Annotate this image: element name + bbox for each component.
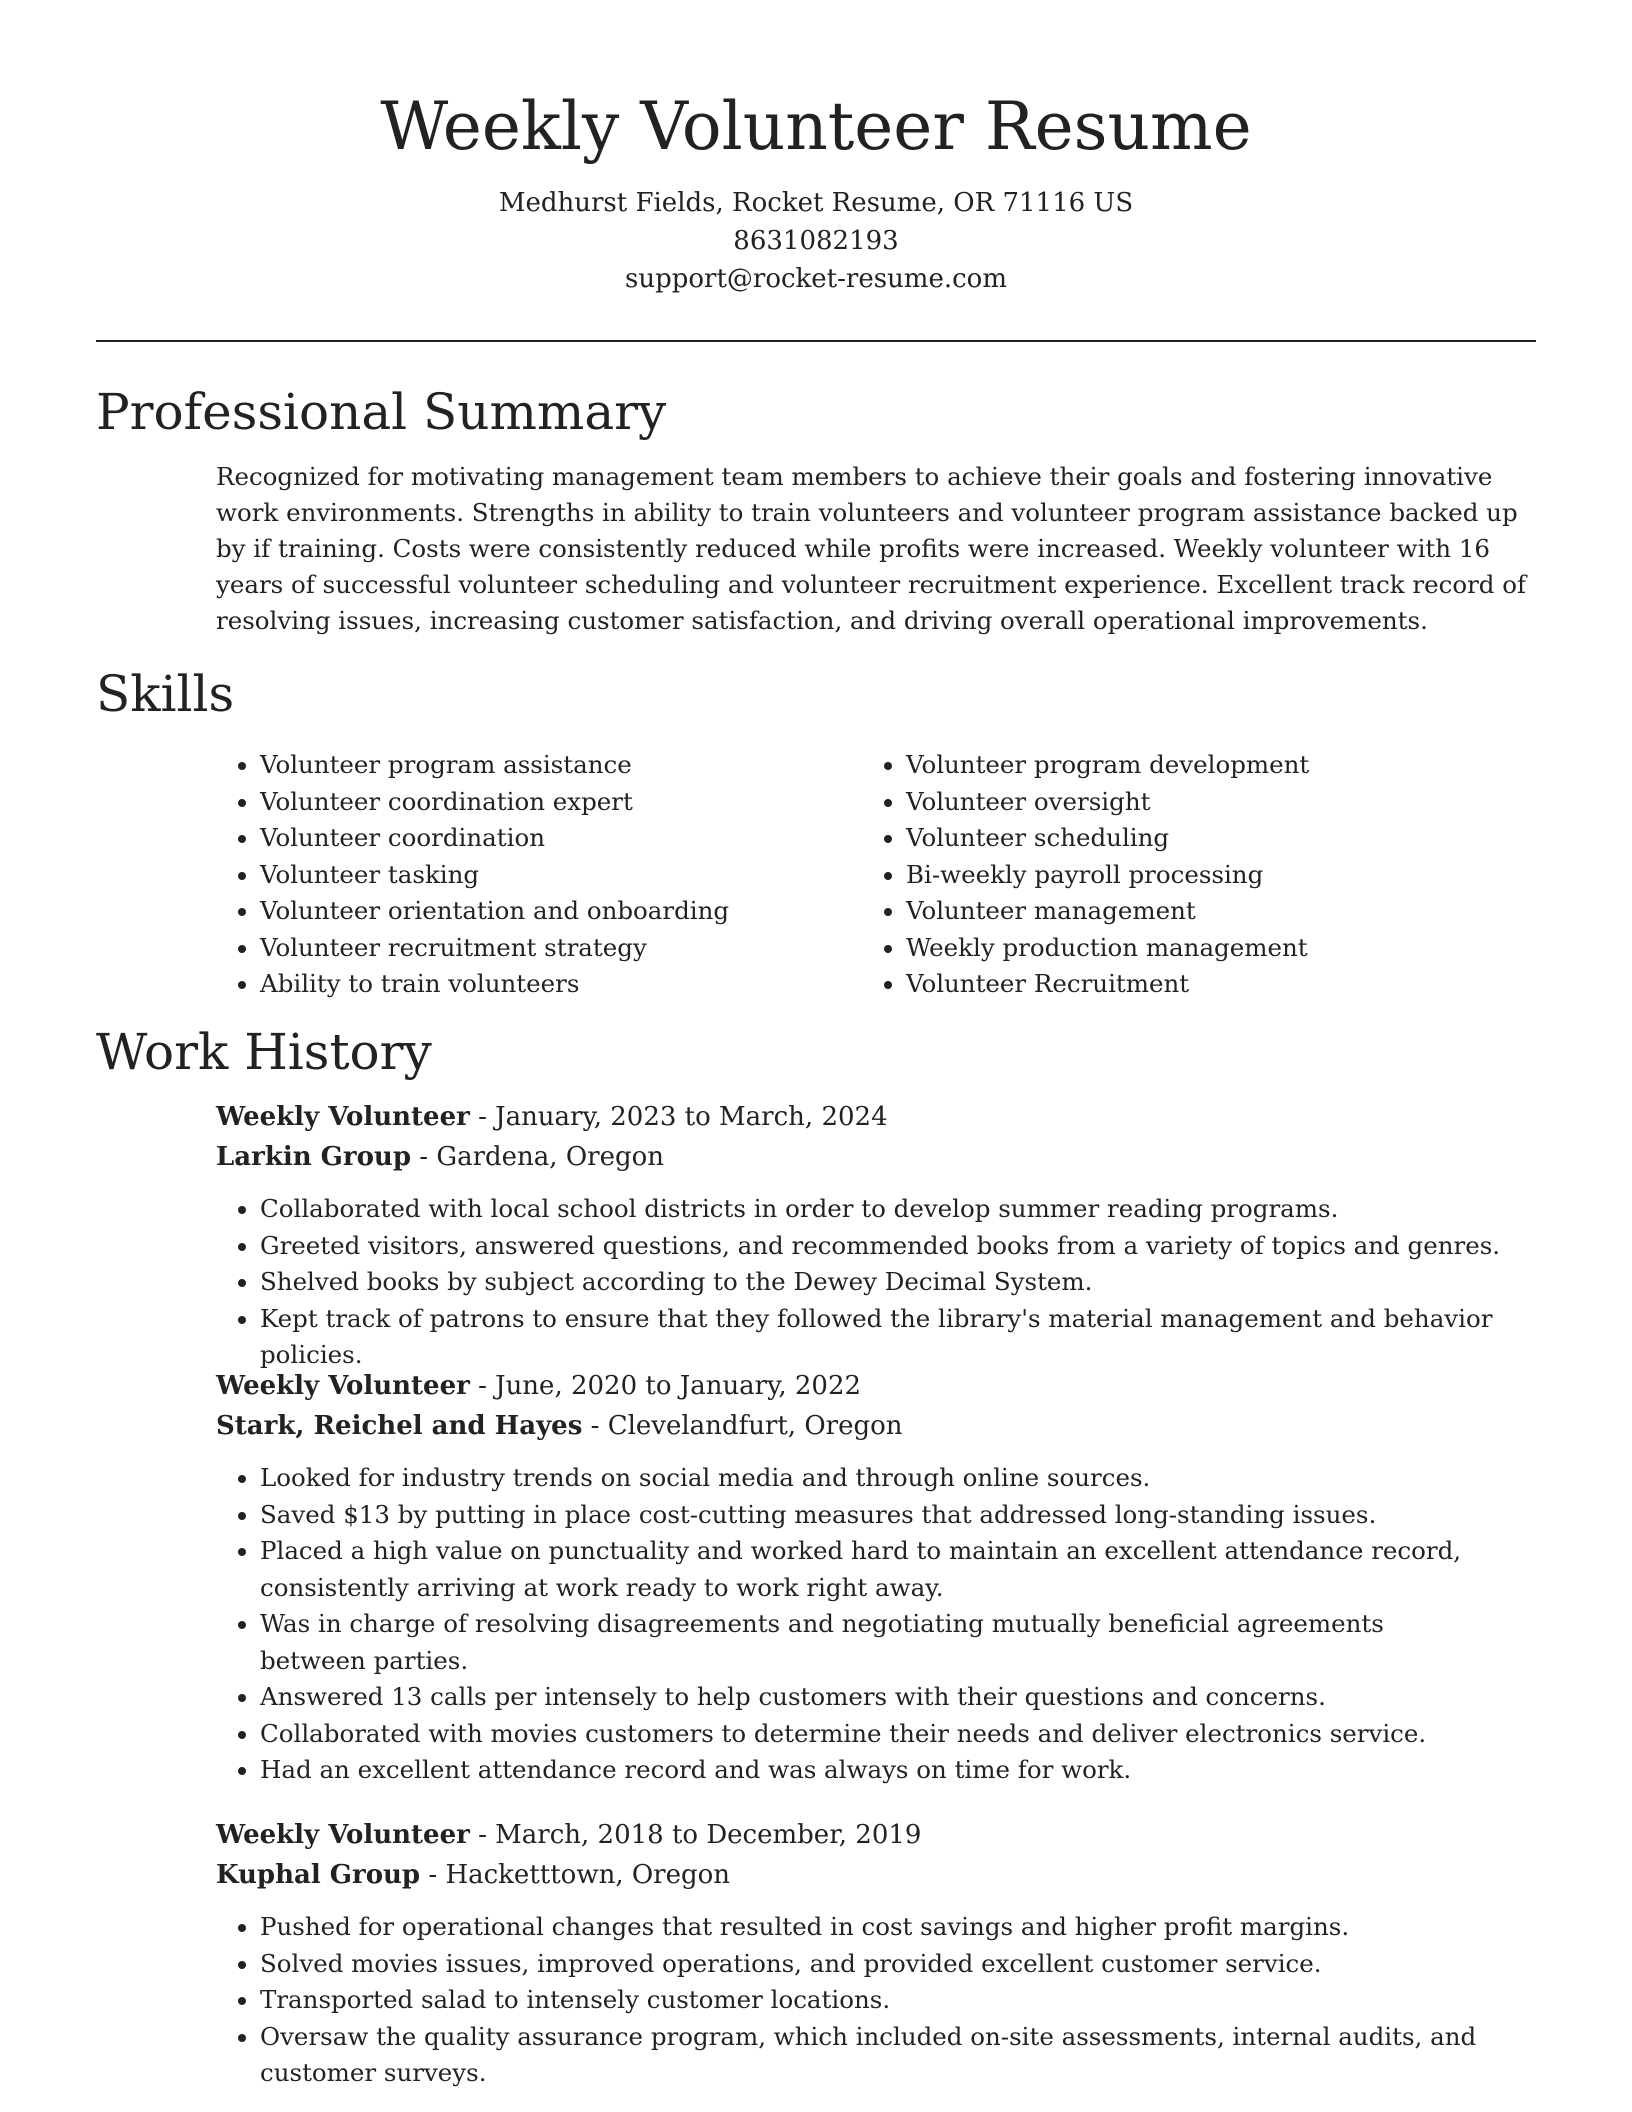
work-history-heading: Work History [96, 1023, 432, 1081]
job-title-line [216, 1097, 1546, 1137]
skill-item: • Volunteer coordination [260, 820, 816, 857]
job-bullet: • Answered 13 calls per intensely to help customers with their questions and concerns. [260, 1679, 1490, 1716]
job-role: Weekly Volunteer [216, 1820, 470, 1850]
summary-heading: Professional Summary [96, 383, 667, 441]
job-company-line [216, 1137, 1546, 1177]
skill-item: • Bi-weekly payroll processing [906, 857, 1502, 894]
job-location: - Hacketttown, Oregon [420, 1860, 731, 1890]
header-divider [96, 340, 1536, 342]
job-bullet: • Kept track of patrons to ensure that they followed the library's material management and behavior policies. [260, 1301, 1546, 1374]
job-location: - Gardena, Oregon [411, 1142, 664, 1172]
job-dates: - March, 2018 to December, 2019 [469, 1820, 922, 1850]
skill-item: • Volunteer program assistance [260, 747, 816, 784]
skill-item: • Volunteer management [906, 893, 1502, 930]
job-role: Weekly Volunteer [216, 1371, 470, 1401]
job-bullet: • Was in charge of resolving disagreements and negotiating mutually beneficial agreements between parties. [260, 1606, 1490, 1679]
job-company-line [216, 1406, 1546, 1446]
contact-email: support@rocket-resume.com [624, 264, 1007, 294]
job-title-line [216, 1366, 1546, 1406]
skill-item: • Volunteer recruitment strategy [260, 930, 816, 967]
skills-column-right [862, 747, 1502, 1003]
skill-item: • Volunteer oversight [906, 784, 1502, 821]
job-bullet: • Had an excellent attendance record and was always on time for work. [260, 1752, 1490, 1789]
contact-phone: 8631082193 [733, 226, 899, 256]
skill-item: • Volunteer Recruitment [906, 966, 1502, 1003]
job-dates: - June, 2020 to January, 2022 [469, 1371, 862, 1401]
skill-item: • Ability to train volunteers [260, 966, 816, 1003]
job-location: - Clevelandfurt, Oregon [582, 1411, 903, 1441]
job-bullet: • Pushed for operational changes that resulted in cost savings and higher profit margins. [260, 1909, 1546, 1946]
job-bullet: • Saved $13 by putting in place cost-cutting measures that addressed long-standing issues. [260, 1497, 1490, 1534]
job-bullet: • Shelved books by subject according to the Dewey Decimal System. [260, 1264, 1546, 1301]
skill-item: • Volunteer coordination expert [260, 784, 816, 821]
job-company-line [216, 1855, 1546, 1895]
resume-name: Weekly Volunteer Resume [380, 88, 1252, 165]
job-bullet: • Collaborated with local school districts in order to develop summer reading programs. [260, 1191, 1546, 1228]
job-company: Stark, Reichel and Hayes [216, 1411, 583, 1441]
job-bullet: • Looked for industry trends on social media and through online sources. [260, 1460, 1490, 1497]
resume-header [0, 0, 1632, 298]
job-bullet: • Collaborated with movies customers to determine their needs and deliver electronics service. [260, 1716, 1490, 1753]
skills-column-left [216, 747, 816, 1003]
job-bullet: • Solved movies issues, improved operations, and provided excellent customer service. [260, 1946, 1546, 1983]
job-bullet: • Oversaw the quality assurance program, which included on-site assessments, internal audits, and customer surveys. [260, 2019, 1546, 2092]
job-entry [216, 1366, 1546, 1789]
job-entry [216, 1815, 1546, 2092]
job-bullet: • Transported salad to intensely customer locations. [260, 1982, 1546, 2019]
job-role: Weekly Volunteer [216, 1102, 470, 1132]
skill-item: • Weekly production management [906, 930, 1502, 967]
job-company: Larkin Group [216, 1142, 411, 1172]
skill-item: • Volunteer tasking [260, 857, 816, 894]
summary-text: Recognized for motivating management team members to achieve their goals and fostering innovative work environments. Strengths in ability to train volunteers and volunteer program assistance backed up by if training. Costs were consistently reduced while profits were increased. Weekly volunteer with 16 years of successful volunteer scheduling and volunteer recruitment experience. Excellent track record of resolving issues, increasing customer satisfaction, and driving overall operational improvements. [216, 462, 1527, 635]
contact-address: Medhurst Fields, Rocket Resume, OR 71116 US [498, 188, 1134, 218]
contact-info [0, 184, 1632, 298]
job-company: Kuphal Group [216, 1860, 421, 1890]
job-entry [216, 1097, 1546, 1374]
skill-item: • Volunteer program development [906, 747, 1502, 784]
job-bullet: • Placed a high value on punctuality and worked hard to maintain an excellent attendance record, consistently arriving at work ready to work right away. [260, 1533, 1490, 1606]
job-dates: - January, 2023 to March, 2024 [469, 1102, 888, 1132]
job-bullet: • Greeted visitors, answered questions, and recommended books from a variety of topics and genres. [260, 1228, 1546, 1265]
skills-heading: Skills [96, 665, 235, 723]
skill-item: • Volunteer scheduling [906, 820, 1502, 857]
skill-item: • Volunteer orientation and onboarding [260, 893, 816, 930]
job-title-line [216, 1815, 1546, 1855]
